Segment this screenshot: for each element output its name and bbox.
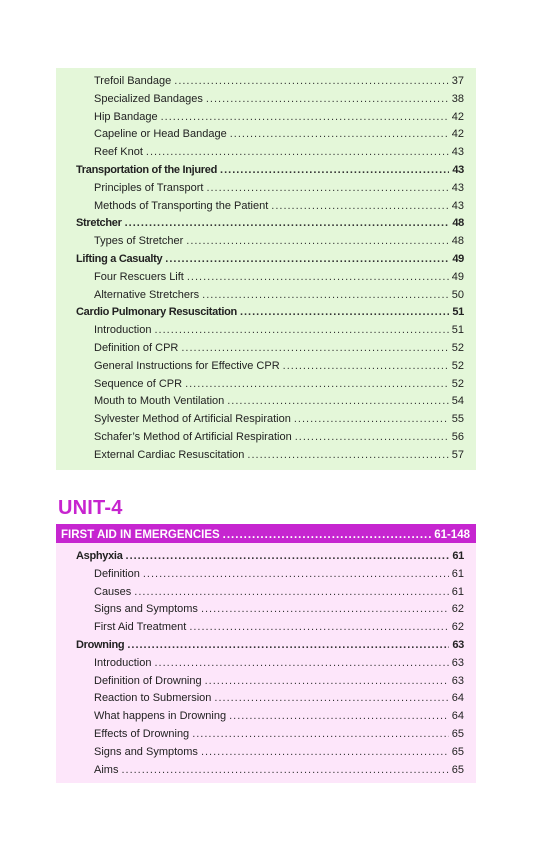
entry-title: Drowning bbox=[76, 638, 125, 651]
toc-subsection-entry[interactable] bbox=[56, 358, 464, 376]
toc-subsection-entry[interactable] bbox=[56, 726, 464, 744]
dot-leader bbox=[186, 233, 448, 251]
dot-leader bbox=[229, 708, 449, 726]
dot-leader bbox=[174, 73, 448, 91]
toc-subsection-entry[interactable] bbox=[56, 180, 464, 198]
dot-leader bbox=[127, 637, 449, 655]
toc-subsection-entry[interactable] bbox=[56, 73, 464, 91]
entry-title: Cardio Pulmonary Resuscitation bbox=[76, 306, 237, 319]
toc-subsection-entry[interactable] bbox=[56, 340, 464, 358]
toc-subsection-entry[interactable] bbox=[56, 619, 464, 637]
entry-page-number: 43 bbox=[452, 163, 464, 176]
toc-section-entry[interactable] bbox=[56, 637, 464, 655]
entry-page-number: 49 bbox=[452, 252, 464, 265]
entry-title: Sequence of CPR bbox=[94, 377, 183, 390]
entry-title: Capeline or Head Bandage bbox=[94, 128, 227, 141]
entry-title: Signs and Symptoms bbox=[94, 603, 198, 616]
dot-leader bbox=[206, 91, 449, 109]
toc-subsection-entry[interactable] bbox=[56, 447, 464, 465]
toc-subsection-entry[interactable] bbox=[56, 109, 464, 127]
dot-leader bbox=[189, 619, 448, 637]
dot-leader bbox=[201, 744, 449, 762]
entry-title: Specialized Bandages bbox=[94, 92, 203, 105]
dot-leader bbox=[205, 673, 449, 691]
entry-page-number: 63 bbox=[451, 674, 464, 687]
unit-banner[interactable] bbox=[56, 524, 476, 545]
toc-section-entry[interactable] bbox=[56, 215, 464, 233]
entry-title: Principles of Transport bbox=[94, 181, 204, 194]
dot-leader bbox=[230, 126, 449, 144]
toc-subsection-entry[interactable] bbox=[56, 144, 464, 162]
toc-subsection-entry[interactable] bbox=[56, 198, 464, 216]
entry-title: Introduction bbox=[94, 324, 152, 337]
entry-page-number: 62 bbox=[451, 621, 464, 634]
entry-title: What happens in Drowning bbox=[94, 710, 227, 723]
entry-page-number: 52 bbox=[451, 377, 464, 390]
toc-subsection-entry[interactable] bbox=[56, 393, 464, 411]
entry-page-number: 51 bbox=[451, 324, 464, 337]
toc-list bbox=[56, 68, 464, 465]
entry-page-number: 48 bbox=[451, 235, 464, 248]
entry-title: Hip Bandage bbox=[94, 110, 158, 123]
dot-leader bbox=[206, 180, 448, 198]
dot-leader bbox=[214, 690, 448, 708]
entry-page-number: 63 bbox=[451, 656, 464, 669]
entry-title: Asphyxia bbox=[76, 550, 123, 562]
entry-page-number: 61 bbox=[451, 585, 464, 598]
dot-leader bbox=[134, 584, 448, 602]
dot-leader bbox=[271, 198, 448, 216]
entry-page-number: 54 bbox=[451, 395, 464, 408]
unit-heading: UNIT-4 bbox=[58, 497, 123, 519]
entry-page-number: 55 bbox=[451, 413, 464, 426]
toc-list bbox=[56, 543, 464, 779]
toc-subsection-entry[interactable] bbox=[56, 429, 464, 447]
entry-title: Lifting a Casualty bbox=[76, 252, 163, 265]
dot-leader bbox=[283, 358, 449, 376]
dot-leader bbox=[240, 304, 449, 322]
entry-page-number: 57 bbox=[451, 448, 464, 461]
toc-subsection-entry[interactable] bbox=[56, 744, 464, 762]
dot-leader bbox=[247, 447, 448, 465]
entry-title: Definition of Drowning bbox=[94, 674, 202, 687]
entry-page-number: 49 bbox=[451, 270, 464, 283]
toc-subsection-entry[interactable] bbox=[56, 708, 464, 726]
entry-page-number: 65 bbox=[451, 763, 464, 776]
entry-title: Trefoil Bandage bbox=[94, 75, 172, 87]
toc-panel-unit-4 bbox=[56, 543, 476, 783]
entry-title: Sylvester Method of Artificial Respiration bbox=[94, 413, 291, 426]
entry-page-number: 42 bbox=[451, 128, 464, 141]
entry-page-number: 48 bbox=[452, 217, 464, 230]
entry-page-number: 42 bbox=[451, 110, 464, 123]
entry-title: Alternative Stretchers bbox=[94, 288, 200, 301]
entry-page-number: 64 bbox=[451, 692, 464, 705]
dot-leader bbox=[192, 726, 449, 744]
entry-page-number: 52 bbox=[451, 359, 464, 372]
dot-leader bbox=[165, 251, 449, 269]
toc-subsection-entry[interactable] bbox=[56, 269, 464, 287]
dot-leader bbox=[185, 376, 449, 394]
entry-page-number: 38 bbox=[451, 92, 464, 105]
toc-section-entry[interactable] bbox=[56, 162, 464, 180]
entry-title: First Aid Treatment bbox=[94, 621, 187, 634]
dot-leader bbox=[121, 762, 448, 780]
dot-leader bbox=[227, 393, 449, 411]
entry-title: Reaction to Submersion bbox=[94, 692, 212, 705]
entry-title: Effects of Drowning bbox=[94, 727, 190, 740]
toc-section-entry[interactable] bbox=[56, 548, 464, 566]
toc-subsection-entry[interactable] bbox=[56, 233, 464, 251]
toc-subsection-entry[interactable] bbox=[56, 566, 464, 584]
entry-title: Transportation of the Injured bbox=[76, 163, 218, 176]
dot-leader bbox=[143, 566, 449, 584]
entry-page-number: 51 bbox=[452, 306, 464, 319]
entry-title: General Instructions for Effective CPR bbox=[94, 359, 280, 372]
entry-page-number: 65 bbox=[451, 745, 464, 758]
entry-page-number: 50 bbox=[451, 288, 464, 301]
toc-subsection-entry[interactable] bbox=[56, 411, 464, 429]
entry-title: Stretcher bbox=[76, 217, 122, 230]
entry-title: Signs and Symptoms bbox=[94, 745, 198, 758]
entry-title: Types of Stretcher bbox=[94, 235, 184, 248]
toc-subsection-entry[interactable] bbox=[56, 322, 464, 340]
dot-leader bbox=[181, 340, 448, 358]
toc-subsection-entry[interactable] bbox=[56, 287, 464, 305]
entry-title: Introduction bbox=[94, 656, 152, 669]
dot-leader bbox=[223, 529, 432, 541]
toc-subsection-entry[interactable] bbox=[56, 91, 464, 109]
entry-title: Mouth to Mouth Ventilation bbox=[94, 395, 225, 408]
entry-title: Schafer’s Method of Artificial Respiration bbox=[94, 430, 292, 443]
unit-banner-pages: 61-148 bbox=[434, 528, 470, 541]
toc-subsection-entry[interactable] bbox=[56, 601, 464, 619]
dot-leader bbox=[154, 655, 448, 673]
toc-subsection-entry[interactable] bbox=[56, 584, 464, 602]
entry-title: Methods of Transporting the Patient bbox=[94, 199, 269, 212]
toc-subsection-entry[interactable] bbox=[56, 762, 464, 780]
dot-leader bbox=[154, 322, 448, 340]
dot-leader bbox=[187, 269, 449, 287]
entry-page-number: 61 bbox=[451, 567, 464, 580]
entry-title: Causes bbox=[94, 585, 132, 598]
entry-title: Definition of CPR bbox=[94, 341, 179, 354]
toc-subsection-entry[interactable] bbox=[56, 690, 464, 708]
entry-page-number: 43 bbox=[451, 181, 464, 194]
dot-leader bbox=[126, 548, 450, 566]
dot-leader bbox=[220, 162, 449, 180]
entry-title: Aims bbox=[94, 763, 119, 776]
entry-title: Reef Knot bbox=[94, 146, 143, 159]
dot-leader bbox=[201, 601, 449, 619]
entry-title: Definition bbox=[94, 567, 140, 580]
entry-page-number: 43 bbox=[451, 199, 464, 212]
dot-leader bbox=[202, 287, 449, 305]
entry-page-number: 63 bbox=[452, 638, 464, 651]
dot-leader bbox=[161, 109, 449, 127]
toc-section-entry[interactable] bbox=[56, 251, 464, 269]
dot-leader bbox=[294, 411, 449, 429]
toc-panel-continued bbox=[56, 68, 476, 470]
entry-page-number: 62 bbox=[451, 603, 464, 616]
toc-subsection-entry[interactable] bbox=[56, 673, 464, 691]
entry-page-number: 52 bbox=[451, 341, 464, 354]
entry-page-number: 43 bbox=[451, 146, 464, 159]
dot-leader bbox=[125, 215, 450, 233]
entry-title: Four Rescuers Lift bbox=[94, 270, 184, 283]
toc-subsection-entry[interactable] bbox=[56, 376, 464, 394]
entry-page-number: 61 bbox=[452, 550, 464, 562]
unit-banner-title: FIRST AID IN EMERGENCIES bbox=[61, 528, 220, 541]
entry-page-number: 65 bbox=[451, 727, 464, 740]
entry-page-number: 56 bbox=[451, 430, 464, 443]
toc-section-entry[interactable] bbox=[56, 304, 464, 322]
toc-subsection-entry[interactable] bbox=[56, 126, 464, 144]
entry-page-number: 37 bbox=[451, 75, 464, 87]
toc-subsection-entry[interactable] bbox=[56, 655, 464, 673]
entry-title: External Cardiac Resuscitation bbox=[94, 448, 245, 461]
dot-leader bbox=[146, 144, 449, 162]
entry-page-number: 64 bbox=[451, 710, 464, 723]
dot-leader bbox=[295, 429, 449, 447]
